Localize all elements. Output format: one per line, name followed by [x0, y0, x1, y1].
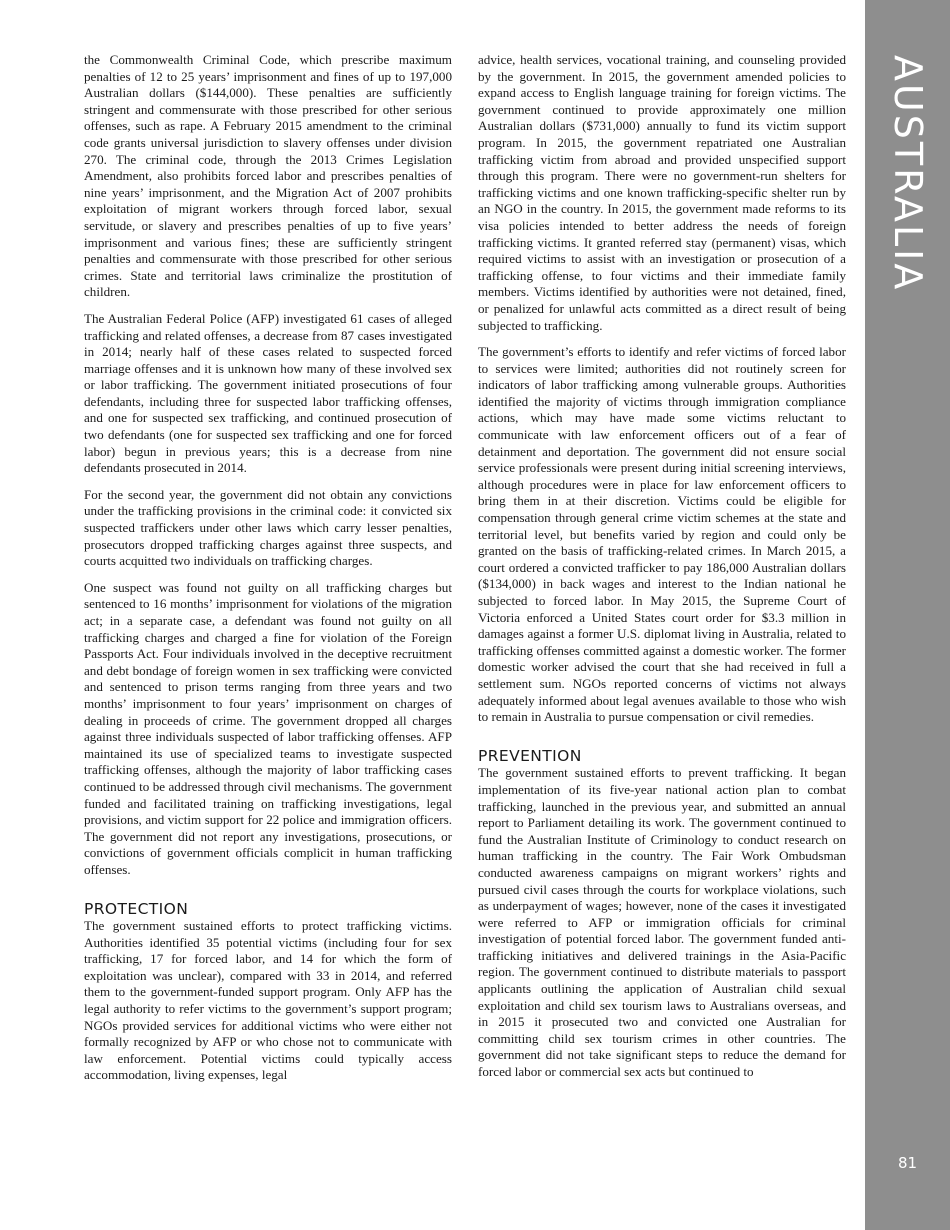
- right-column: [478, 52, 846, 1091]
- paragraph-convictions: For the second year, the government did not obtain any convictions under the trafficking provisions in the criminal code: it convicted six suspected traffickers under other laws which carry lesser penalties, prosecutors dropped trafficking charges against three suspects, and courts acquitted two individuals on trafficking charges.: [84, 486, 452, 569]
- paragraph-prevention: The government sustained efforts to prevent trafficking. It began implementation of its five-year national action plan to combat trafficking, launched in the previous year, and submitted an annual report to Parliament detailing its work. The government continued to fund the Australian Institute of Criminology to conduct research on human trafficking in the country. The Fair Work Ombudsman conducted awareness campaigns on migrant workers’ rights and pursued civil cases through the courts for workplace violations, such as underpayment of wages; however, none of the cases it investigated were referred to AFP or immigration officials for criminal investigation of potential forced labor. The government funded anti-trafficking initiatives and delivered trainings in the Asia-Pacific region. The government continued to distribute materials to passport applicants outlining the application of Australian child sexual exploitation and child sex tourism laws to Australians overseas, and in 2015 it prosecuted two and convicted one Australian for committing child sex tourism crimes in other countries. The government did not take significant steps to reduce the demand for forced labor or commercial sex acts but continued to: [478, 765, 846, 1080]
- left-column: [84, 52, 452, 1094]
- country-label: [865, 55, 950, 293]
- paragraph-protection: The government sustained efforts to protect trafficking victims. Authorities identified 35 potential victims (including four for sex trafficking, 17 for forced labor, and 14 for which the form of exploitation was unclear), compared with 33 in 2014, and referred them to the government-funded support program. Only AFP has the legal authority to refer victims to the government’s support program; NGOs provided services for additional victims who were either not formally recognized by AFP or who chose not to communicate with law enforcement. Potential victims could typically access accommodation, living expenses, legal: [84, 918, 452, 1083]
- country-name: AUSTRALIA: [885, 55, 930, 293]
- country-sidebar: [865, 0, 950, 1230]
- section-heading-prevention: PREVENTION: [478, 746, 582, 765]
- section-heading-protection: PROTECTION: [84, 899, 189, 918]
- paragraph-case-outcomes: One suspect was found not guilty on all trafficking charges but sentenced to 16 months’ imprisonment for violations of the migration act; in a separate case, a defendant was found not guilty on all trafficking charges and charged a fine for violation of the Foreign Passports Act. Four individuals involved in the deceptive recruitment and debt bondage of foreign women in sex trafficking were convicted and sentenced to prison terms ranging from three years and two months’ imprisonment to four years’ imprisonment on charges of dealing in proceeds of crime. The government dropped all charges against three individuals suspected of labor trafficking offenses. AFP maintained its use of specialized teams to investigate suspected trafficking offenses, although the majority of labor trafficking cases continued to be addressed through civil mechanisms. The government funded and facilitated training on trafficking investigations, legal provisions, and victim support for 22 police and immigration officers. The government did not report any investigations, prosecutions, or convictions of government officials complicit in human trafficking offenses.: [84, 579, 452, 877]
- paragraph-afp-investigations: The Australian Federal Police (AFP) investigated 61 cases of alleged trafficking and related offenses, a decrease from 87 cases investigated in 2014; nearly half of these cases related to suspected forced marriage offenses and it is unknown how many of these involved sex or labor trafficking. The government initiated prosecutions of four defendants, including three for suspected labor trafficking offenses, and one for suspected sex trafficking, and continued prosecution of two defendants (one for suspected sex trafficking and one for forced labor) begun in previous years; this is a decrease from nine defendants prosecuted in 2014.: [84, 310, 452, 476]
- paragraph-penalties: the Commonwealth Criminal Code, which prescribe maximum penalties of 12 to 25 years’ imprisonment and fines of up to 197,000 Australian dollars ($144,000). These penalties are sufficiently stringent and commensurate with those prescribed for other serious offenses, such as rape. A February 2015 amendment to the criminal code grants universal jurisdiction to slavery offenses under division 270. The criminal code, through the 2013 Crimes Legislation Amendment, also prohibits forced labor and prescribes penalties of nine years’ imprisonment, and the Migration Act of 2007 prohibits exploitation of migrant workers through forced labor, sexual servitude, or slavery and prescribes penalties of up to five years’ imprisonment and various fines; these are sufficiently stringent penalties and commensurate with those prescribed for other serious crimes. State and territorial laws criminalize the prostitution of children.: [84, 52, 452, 300]
- paragraph-identification: The government’s efforts to identify and refer victims of forced labor to services were limited; authorities did not routinely screen for indicators of labor trafficking among vulnerable groups. Authorities identified the majority of victims through immigration compliance actions, which may have made some victims reluctant to communicate with law enforcement officers out of a fear of detainment and deportation. The government did not ensure social service professionals were present during initial screening interviews, although procedures were in place for law enforcement officers to bring them in at their discretion. Victims could be eligible for compensation through general crime victim schemes at the state and territorial level, but benefits varied by region and could only be granted on the basis of trafficking-related crimes. In March 2015, a court ordered a convicted trafficker to pay 186,000 Australian dollars ($134,000) in back wages and interest to the Indian national he subjected to forced labor. In May 2015, the Supreme Court of Victoria enforced a United States court order for $3.3 million in damages against a former U.S. diplomat living in Australia, related to trafficking offenses committed against a domestic worker. The former domestic worker advised the court that she had received in full a settlement sum. NGOs reported concerns of victims not always adequately informed about legal avenues available to those who wish to remain in Australia to pursue compensation or civil remedies.: [478, 344, 846, 725]
- paragraph-victim-services: advice, health services, vocational training, and counseling provided by the government. In 2015, the government amended policies to expand access to English language training for foreign victims. The government continued to provide approximately one million Australian dollars ($731,000) annually to fund its victim support program. In 2015, the government repatriated one Australian trafficking victim from abroad and provided unspecified support through this program. There were no government-run shelters for trafficking victims and one known trafficking-specific shelter run by an NGO in the country. In 2015, the government made reforms to its visa policies intended to better address the needs of foreign trafficking victims. It granted referred stay (permanent) visas, which required victims to assist with an investigation or prosecution of a trafficking offense, to four victims and their immediate family members. Victims identified by authorities were not detained, fined, or penalized for unlawful acts committed as a direct result of being subjected to trafficking.: [478, 52, 846, 333]
- page-number: 81: [897, 1154, 918, 1172]
